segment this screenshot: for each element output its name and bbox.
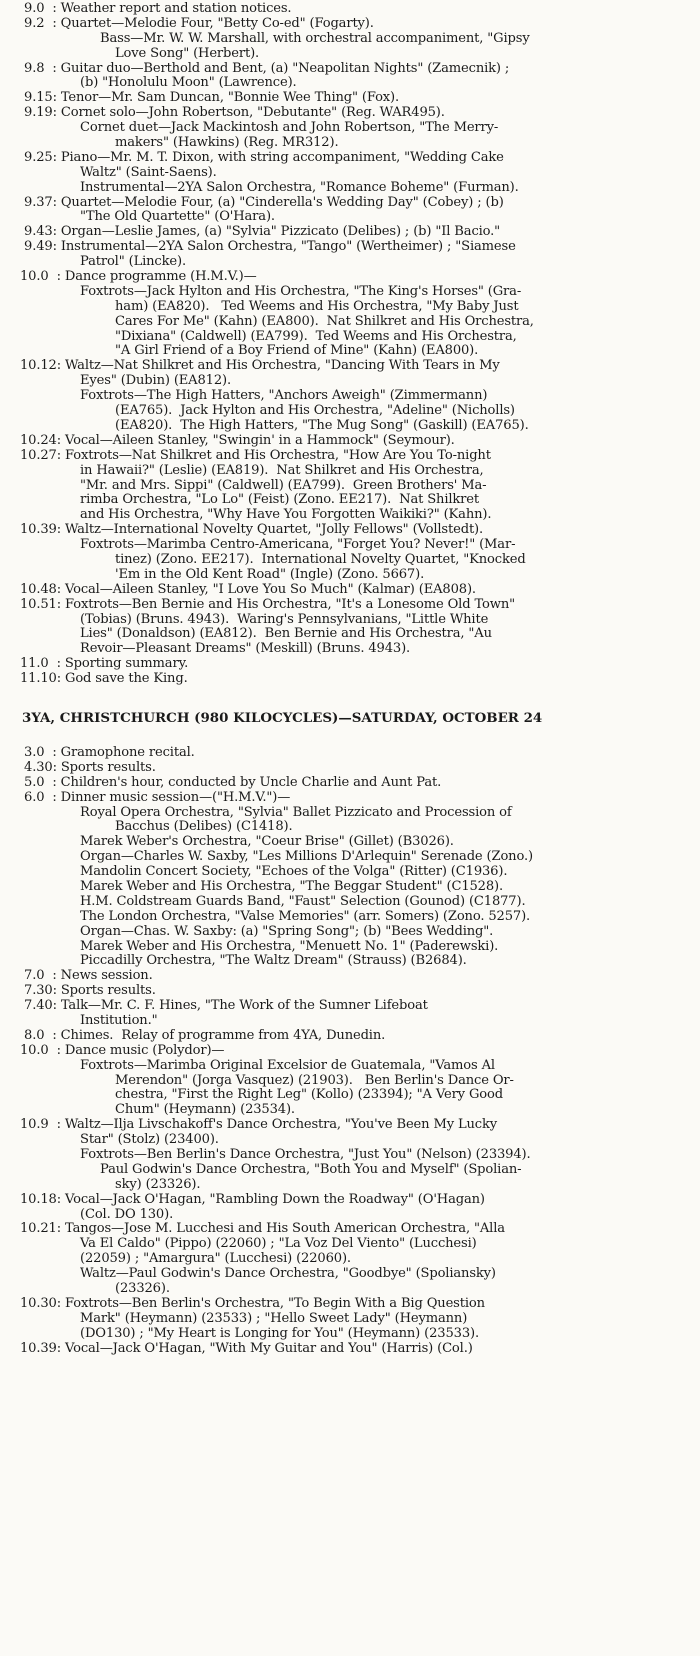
programme-line: 10.24: Vocal—Aileen Stanley, "Swingin' in a Hammock" (Seymour). xyxy=(20,433,455,448)
programme-line: Royal Opera Orchestra, "Sylvia" Ballet Pizzicato and Procession of xyxy=(80,805,512,820)
programme-line: tinez) (Zono. EE217). International Novelty Quartet, "Knocked xyxy=(115,552,526,567)
programme-line: 10.12: Waltz—Nat Shilkret and His Orchestra, "Dancing With Tears in My xyxy=(20,359,500,374)
programme-line: 7.40: Talk—Mr. C. F. Hines, "The Work of the Sumner Lifeboat xyxy=(20,999,428,1014)
programme-section-3ya xyxy=(20,746,696,1357)
programme-line: Bass—Mr. W. W. Marshall, with orchestral accompaniment, "Gipsy xyxy=(100,31,530,46)
programme-line: Va El Caldo" (Pippo) (22060) ; "La Voz Del Viento" (Lucchesi) xyxy=(80,1237,477,1252)
programme-line: Marek Weber's Orchestra, "Coeur Brise" (Gillet) (B3026). xyxy=(80,835,454,850)
programme-line: Foxtrots—The High Hatters, "Anchors Aweigh" (Zimmermann) xyxy=(80,389,488,404)
programme-line: 8.0 : Chimes. Relay of programme from 4YA, Dunedin. xyxy=(20,1028,386,1043)
programme-line: 11.10: God save the King. xyxy=(20,672,188,687)
programme-line: (EA765). Jack Hylton and His Orchestra, "Adeline" (Nicholls) xyxy=(115,404,515,419)
programme-line: Mark" (Heymann) (23533) ; "Hello Sweet Lady" (Heymann) xyxy=(80,1311,468,1326)
programme-line: 10.9 : Waltz—Ilja Livschakoff's Dance Orchestra, "You've Been My Lucky xyxy=(20,1118,498,1133)
programme-line: Waltz—Paul Godwin's Dance Orchestra, "Goodbye" (Spoliansky) xyxy=(80,1267,496,1282)
programme-line: 9.15: Tenor—Mr. Sam Duncan, "Bonnie Wee Thing" (Fox). xyxy=(20,91,400,106)
programme-line: Organ—Chas. W. Saxby: (a) "Spring Song"; (b) "Bees Wedding". xyxy=(80,924,494,939)
programme-line: Mandolin Concert Society, "Echoes of the Volga" (Ritter) (C1936). xyxy=(80,865,508,880)
programme-line: Paul Godwin's Dance Orchestra, "Both You and Myself" (Spolian- xyxy=(100,1162,522,1177)
programme-line: 11.0 : Sporting summary. xyxy=(20,657,189,672)
programme-line: 10.0 : Dance music (Polydor)— xyxy=(20,1043,225,1058)
programme-line: Eyes" (Dubin) (EA812). xyxy=(80,374,232,389)
programme-line: Cares For Me" (Kahn) (EA800). Nat Shilkret and His Orchestra, xyxy=(115,314,534,329)
programme-line: Lies" (Donaldson) (EA812). Ben Bernie and His Orchestra, "Au xyxy=(80,627,492,642)
programme-line: Foxtrots—Marimba Original Excelsior de Guatemala, "Vamos Al xyxy=(80,1058,495,1073)
programme-line: Marek Weber and His Orchestra, "The Beggar Student" (C1528). xyxy=(80,879,504,894)
programme-line: Instrumental—2YA Salon Orchestra, "Romance Boheme" (Furman). xyxy=(80,180,519,195)
programme-line: 9.25: Piano—Mr. M. T. Dixon, with string accompaniment, "Wedding Cake xyxy=(20,150,504,165)
programme-line: (EA820). The High Hatters, "The Mug Song" (Gaskill) (EA765). xyxy=(115,418,529,433)
programme-line: Star" (Stolz) (23400). xyxy=(80,1133,219,1148)
programme-line: "Dixiana" (Caldwell) (EA799). Ted Weems and His Orchestra, xyxy=(115,329,517,344)
programme-line: 7.0 : News session. xyxy=(20,969,153,984)
programme-line: 9.37: Quartet—Melodie Four, (a) "Cinderella's Wedding Day" (Cobey) ; (b) xyxy=(20,195,504,210)
programme-line: 6.0 : Dinner music session—("H.M.V.")— xyxy=(20,790,291,805)
programme-line: "The Old Quartette" (O'Hara). xyxy=(80,210,275,225)
programme-line: 3.0 : Gramophone recital. xyxy=(20,745,195,760)
programme-line: Foxtrots—Ben Berlin's Dance Orchestra, "Just You" (Nelson) (23394). xyxy=(80,1148,531,1163)
programme-line: 10.0 : Dance programme (H.M.V.)— xyxy=(20,270,257,285)
programme-line: (22059) ; "Amargura" (Lucchesi) (22060). xyxy=(80,1252,351,1267)
programme-line: Love Song" (Herbert). xyxy=(115,46,260,61)
programme-line: Revoir—Pleasant Dreams" (Meskill) (Bruns. 4943). xyxy=(80,642,411,657)
programme-line: The London Orchestra, "Valse Memories" (arr. Somers) (Zono. 5257). xyxy=(80,909,531,924)
programme-line: "Mr. and Mrs. Sippi" (Caldwell) (EA799). Green Brothers' Ma- xyxy=(80,478,487,493)
programme-line: (Tobias) (Bruns. 4943). Waring's Pennsylvanians, "Little White xyxy=(80,612,489,627)
programme-line: 10.18: Vocal—Jack O'Hagan, "Rambling Down the Roadway" (O'Hagan) xyxy=(20,1192,485,1207)
programme-line: 10.21: Tangos—Jose M. Lucchesi and His South American Orchestra, "Alla xyxy=(20,1222,505,1237)
programme-line: Marek Weber and His Orchestra, "Menuett No. 1" (Paderewski). xyxy=(80,939,499,954)
programme-line: (b) "Honolulu Moon" (Lawrence). xyxy=(80,76,297,91)
programme-line: 7.30: Sports results. xyxy=(20,984,156,999)
programme-line: 10.39: Waltz—International Novelty Quartet, "Jolly Fellows" (Vollstedt). xyxy=(20,523,484,538)
programme-line: "A Girl Friend of a Boy Friend of Mine" (Kahn) (EA800). xyxy=(115,344,479,359)
programme-line: 9.49: Instrumental—2YA Salon Orchestra, "Tango" (Wertheimer) ; "Siamese xyxy=(20,240,516,255)
programme-line: Foxtrots—Marimba Centro-Americana, "Forget You? Never!" (Mar- xyxy=(80,538,516,553)
programme-line: sky) (23326). xyxy=(115,1177,201,1192)
programme-line: 9.2 : Quartet—Melodie Four, "Betty Co-ed" (Fogarty). xyxy=(20,16,374,31)
programme-section-2ya xyxy=(20,2,696,687)
programme-line: Piccadilly Orchestra, "The Waltz Dream" (Strauss) (B2684). xyxy=(80,954,467,969)
programme-line: 9.43: Organ—Leslie James, (a) "Sylvia" Pizzicato (Delibes) ; (b) "Il Bacio." xyxy=(20,225,501,240)
programme-line: 10.30: Foxtrots—Ben Berlin's Orchestra, "To Begin With a Big Question xyxy=(20,1296,485,1311)
programme-line: 'Em in the Old Kent Road" (Ingle) (Zono. 5667). xyxy=(115,567,425,582)
programme-line: Bacchus (Delibes) (C1418). xyxy=(115,820,293,835)
programme-line: 4.30: Sports results. xyxy=(20,760,156,775)
programme-line: ham) (EA820). Ted Weems and His Orchestra, "My Baby Just xyxy=(115,299,519,314)
station-heading-3ya: 3YA, CHRISTCHURCH (980 KILOCYCLES)—SATURDAY, OCTOBER 24 xyxy=(22,710,543,726)
programme-line: makers" (Hawkins) (Reg. MR312). xyxy=(115,136,339,151)
programme-line: 9.19: Cornet solo—John Robertson, "Debutante" (Reg. WAR495). xyxy=(20,106,445,121)
programme-line: Foxtrots—Jack Hylton and His Orchestra, "The King's Horses" (Gra- xyxy=(80,284,522,299)
programme-line: in Hawaii?" (Leslie) (EA819). Nat Shilkret and His Orchestra, xyxy=(80,463,484,478)
programme-line: Merendon" (Jorga Vasquez) (21903). Ben Berlin's Dance Or- xyxy=(115,1073,514,1088)
programme-line: 5.0 : Children's hour, conducted by Uncle Charlie and Aunt Pat. xyxy=(20,775,442,790)
programme-line: 10.27: Foxtrots—Nat Shilkret and His Orchestra, "How Are You To-night xyxy=(20,448,491,463)
programme-line: (Col. DO 130). xyxy=(80,1207,174,1222)
programme-line: Chum" (Heymann) (23534). xyxy=(115,1103,295,1118)
programme-line: Waltz" (Saint-Saens). xyxy=(80,165,217,180)
programme-line: 9.8 : Guitar duo—Berthold and Bent, (a) "Neapolitan Nights" (Zamecnik) ; xyxy=(20,61,510,76)
programme-line: Institution." xyxy=(80,1014,158,1028)
programme-line: Patrol" (Lincke). xyxy=(80,255,186,270)
programme-line: (DO130) ; "My Heart is Longing for You" (Heymann) (23533). xyxy=(80,1326,479,1341)
programme-line: 9.0 : Weather report and station notices. xyxy=(20,2,292,16)
programme-line: and His Orchestra, "Why Have You Forgotten Waikiki?" (Kahn). xyxy=(80,508,492,523)
programme-line: chestra, "First the Right Leg" (Kollo) (23394); "A Very Good xyxy=(115,1088,503,1103)
programme-line: Cornet duet—Jack Mackintosh and John Robertson, "The Merry- xyxy=(80,121,499,136)
programme-line: (23326). xyxy=(115,1282,170,1297)
programme-line: 10.48: Vocal—Aileen Stanley, "I Love You So Much" (Kalmar) (EA808). xyxy=(20,582,476,597)
programme-line: 10.51: Foxtrots—Ben Bernie and His Orchestra, "It's a Lonesome Old Town" xyxy=(20,597,515,612)
programme-line: 10.39: Vocal—Jack O'Hagan, "With My Guitar and You" (Harris) (Col.) xyxy=(20,1341,473,1356)
programme-line: Organ—Charles W. Saxby, "Les Millions D'Arlequin" Serenade (Zono.) xyxy=(80,850,533,865)
programme-line: rimba Orchestra, "Lo Lo" (Feist) (Zono. EE217). Nat Shilkret xyxy=(80,493,480,508)
programme-line: H.M. Coldstream Guards Band, "Faust" Selection (Gounod) (C1877). xyxy=(80,894,526,909)
